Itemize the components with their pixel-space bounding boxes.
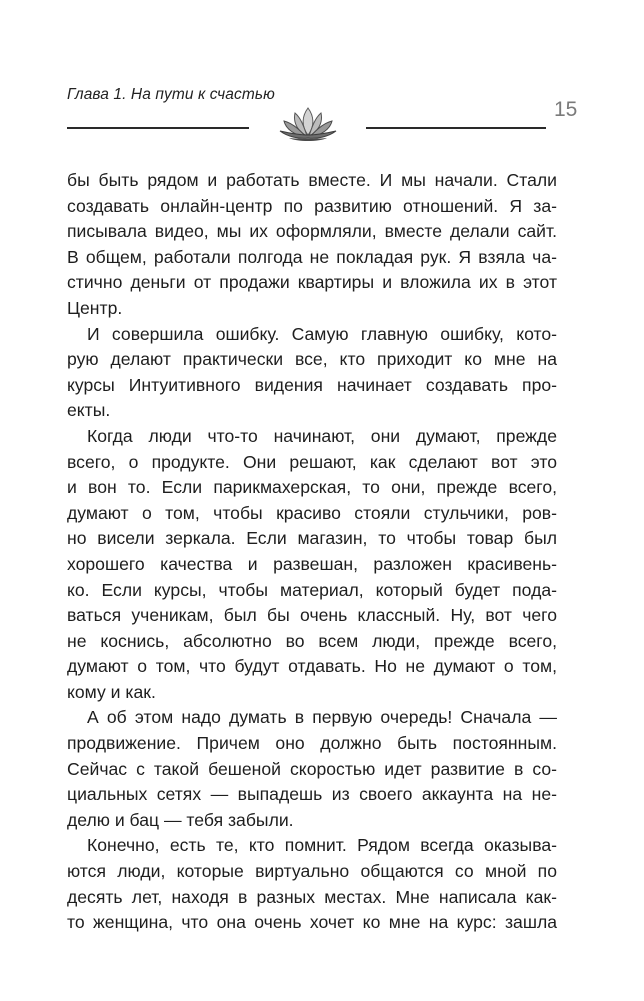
text-line: ваться ученикам, был бы очень классный. Ну, вот чего: [67, 605, 557, 626]
text-line: И совершила ошибку. Самую главную ошибку, кото-: [87, 323, 557, 344]
header-rule-left: [67, 127, 249, 129]
text-line: делю и бац — тебя забыли.: [67, 809, 294, 830]
text-line: всего, о продукте. Они решают, как сделают вот это: [67, 451, 557, 472]
text-line: кому и как.: [67, 681, 156, 702]
text-line: рую делают практически все, кто приходит ко мне на: [67, 349, 557, 370]
paragraph: [67, 322, 557, 424]
paragraph: [67, 705, 557, 833]
text-line: Конечно, есть те, кто помнит. Рядом всегда оказыва-: [87, 835, 557, 856]
text-line: то женщина, что она очень хочет ко мне на курс: зашла: [67, 912, 557, 933]
text-line: ко. Если курсы, чтобы материал, который будет пода-: [67, 579, 557, 600]
text-line: но висели зеркала. Если магазин, то чтобы товар был: [67, 528, 557, 549]
header-rule-right: [366, 127, 546, 129]
body-text: [67, 168, 557, 936]
paragraph: [67, 168, 557, 322]
text-line: Сейчас с такой бешеной скоростью идет развитие в со-: [67, 758, 557, 779]
text-line: курсы Интуитивного видения начинает создавать про-: [67, 374, 557, 395]
text-line: десять лет, находя в разных местах. Мне написала как-: [67, 886, 557, 907]
text-line: А об этом надо думать в первую очередь! Сначала —: [87, 707, 557, 728]
paragraph: [67, 833, 557, 935]
text-line: стично деньги от продажи квартиры и вложила их в этот: [67, 272, 557, 293]
text-line: циальных сетях — выпадешь из своего аккаунта на не-: [67, 784, 557, 805]
text-line: писывала видео, мы их оформляли, вместе делали сайт.: [67, 221, 557, 242]
lotus-icon: [277, 104, 339, 144]
text-line: создавать онлайн-центр по развитию отношений. Я за-: [67, 195, 557, 216]
text-line: хорошего качества и развешан, разложен красивень-: [67, 553, 557, 574]
text-line: Центр.: [67, 297, 123, 318]
page-number: 15: [554, 98, 578, 121]
text-line: В общем, работали полгода не покладая рук. Я взяла ча-: [67, 246, 557, 267]
text-line: екты.: [67, 400, 111, 421]
paragraph: [67, 424, 557, 706]
text-line: бы быть рядом и работать вместе. И мы начали. Стали: [67, 170, 557, 190]
text-line: думают о том, что будут отдавать. Но не думают о том,: [67, 656, 557, 677]
text-line: ются люди, которые виртуально общаются со мной по: [67, 861, 557, 882]
text-line: Когда люди что-то начинают, они думают, прежде: [87, 425, 557, 446]
text-line: не коснись, абсолютно во всем люди, прежде всего,: [67, 630, 557, 651]
text-line: думают о том, чтобы красиво стояли стульчики, ров-: [67, 502, 557, 523]
text-line: продвижение. Причем оно должно быть постоянным.: [67, 733, 557, 754]
text-line: и вон то. Если парикмахерская, то они, прежде всего,: [67, 477, 557, 498]
running-title: Глава 1. На пути к счастью: [67, 86, 275, 103]
